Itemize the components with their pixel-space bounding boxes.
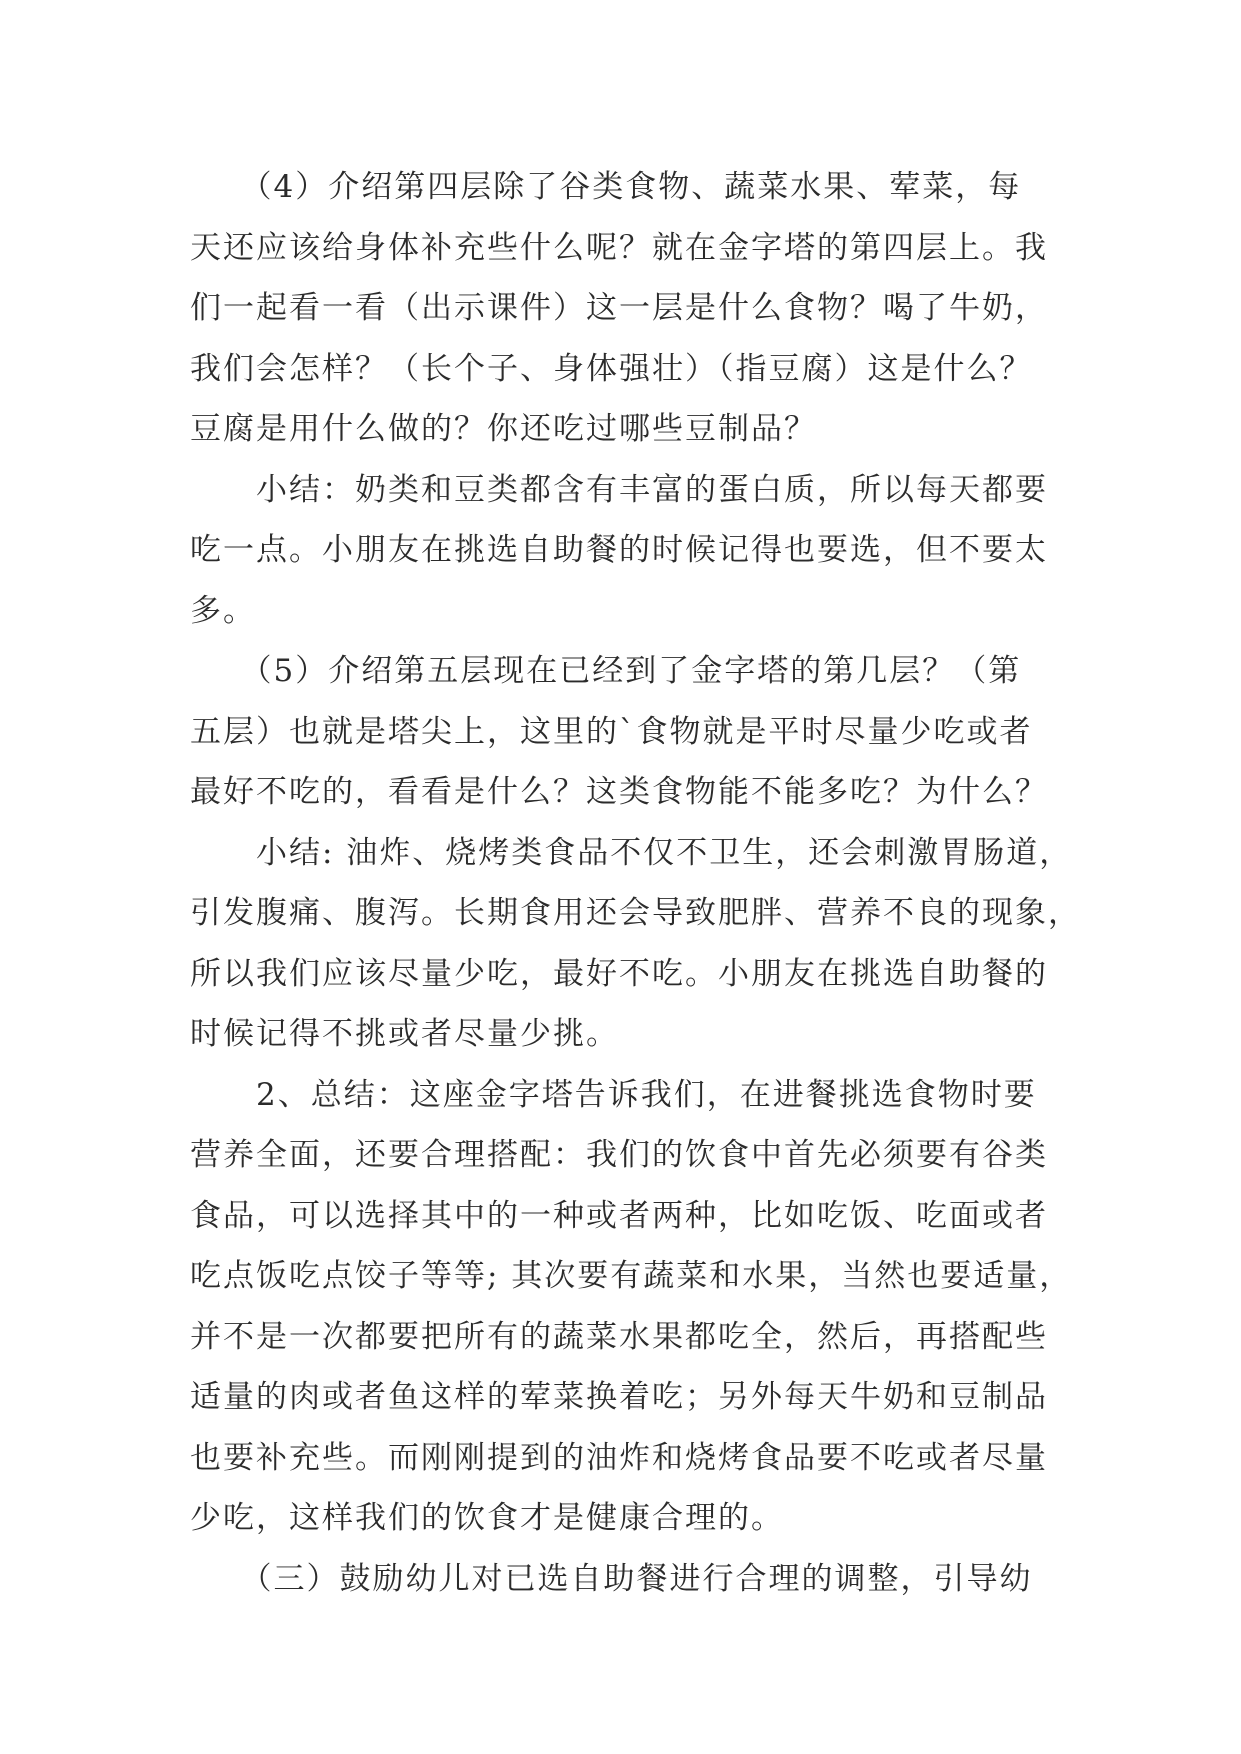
- text-line: 时候记得不挑或者尽量少挑。: [190, 1016, 619, 1052]
- text-line: （5）介绍第五层现在已经到了金字塔的第几层？（第: [190, 653, 1022, 689]
- text-line: 也要补充些。而刚刚提到的油炸和烧烤食品要不吃或者尽量: [190, 1439, 1048, 1476]
- text-line: 我们会怎样？（长个子、身体强壮）（指豆腐）这是什么？: [190, 350, 1033, 387]
- document-body: [190, 157, 1081, 1609]
- text-line: 引发腹痛、腹泻。长期食用还会导致肥胖、营养不良的现象，: [190, 895, 1081, 931]
- text-line: 们一起看一看（出示课件）这一层是什么食物？喝了牛奶，: [190, 290, 1048, 326]
- text-line: 所以我们应该尽量少吃，最好不吃。小朋友在挑选自助餐的: [190, 955, 1048, 992]
- paragraph-overall-summary: [190, 1065, 1073, 1549]
- paragraph-summary-fried-food: [190, 823, 1081, 1065]
- text-line: 天还应该给身体补充些什么呢？就在金字塔的第四层上。我: [190, 229, 1048, 266]
- text-line: （4）介绍第四层除了谷类食物、蔬菜水果、荤菜，每: [190, 169, 1022, 205]
- paragraph-section-three: [190, 1549, 1070, 1610]
- text-line: 吃一点。小朋友在挑选自助餐的时候记得也要选，但不要太: [190, 532, 1048, 568]
- text-line: 少吃，这样我们的饮食才是健康合理的。: [190, 1500, 784, 1536]
- text-line: 五层）也就是塔尖上，这里的`食物就是平时尽量少吃或者: [190, 713, 1033, 750]
- paragraph-summary-dairy-beans: [190, 460, 1070, 642]
- text-line: 营养全面，还要合理搭配：我们的饮食中首先必须要有谷类: [190, 1137, 1048, 1173]
- paragraph-layer-five: [190, 641, 1070, 823]
- text-line: 最好不吃的，看看是什么？这类食物能不能多吃？为什么？: [190, 774, 1048, 810]
- text-line: 多。: [190, 592, 256, 629]
- text-line: （三）鼓励幼儿对已选自助餐进行合理的调整，引导幼: [190, 1560, 1033, 1597]
- paragraph-layer-four: [190, 157, 1070, 460]
- text-line: 小结：奶类和豆类都含有丰富的蛋白质，所以每天都要: [190, 471, 1048, 508]
- text-line: 豆腐是用什么做的？你还吃过哪些豆制品？: [190, 411, 817, 447]
- text-line: 吃点饭吃点饺子等等; 其次要有蔬菜和水果，当然也要适量，: [190, 1258, 1073, 1294]
- text-line: 小结: 油炸、烧烤类食品不仅不卫生，还会刺激胃肠道，: [190, 834, 1073, 871]
- text-line: 适量的肉或者鱼这样的荤菜换着吃；另外每天牛奶和豆制品: [190, 1379, 1048, 1415]
- text-line: 并不是一次都要把所有的蔬菜水果都吃全，然后，再搭配些: [190, 1318, 1048, 1355]
- text-line: 食品，可以选择其中的一种或者两种，比如吃饭、吃面或者: [190, 1197, 1048, 1234]
- text-line: 2、总结：这座金字塔告诉我们，在进餐挑选食物时要: [190, 1076, 1037, 1113]
